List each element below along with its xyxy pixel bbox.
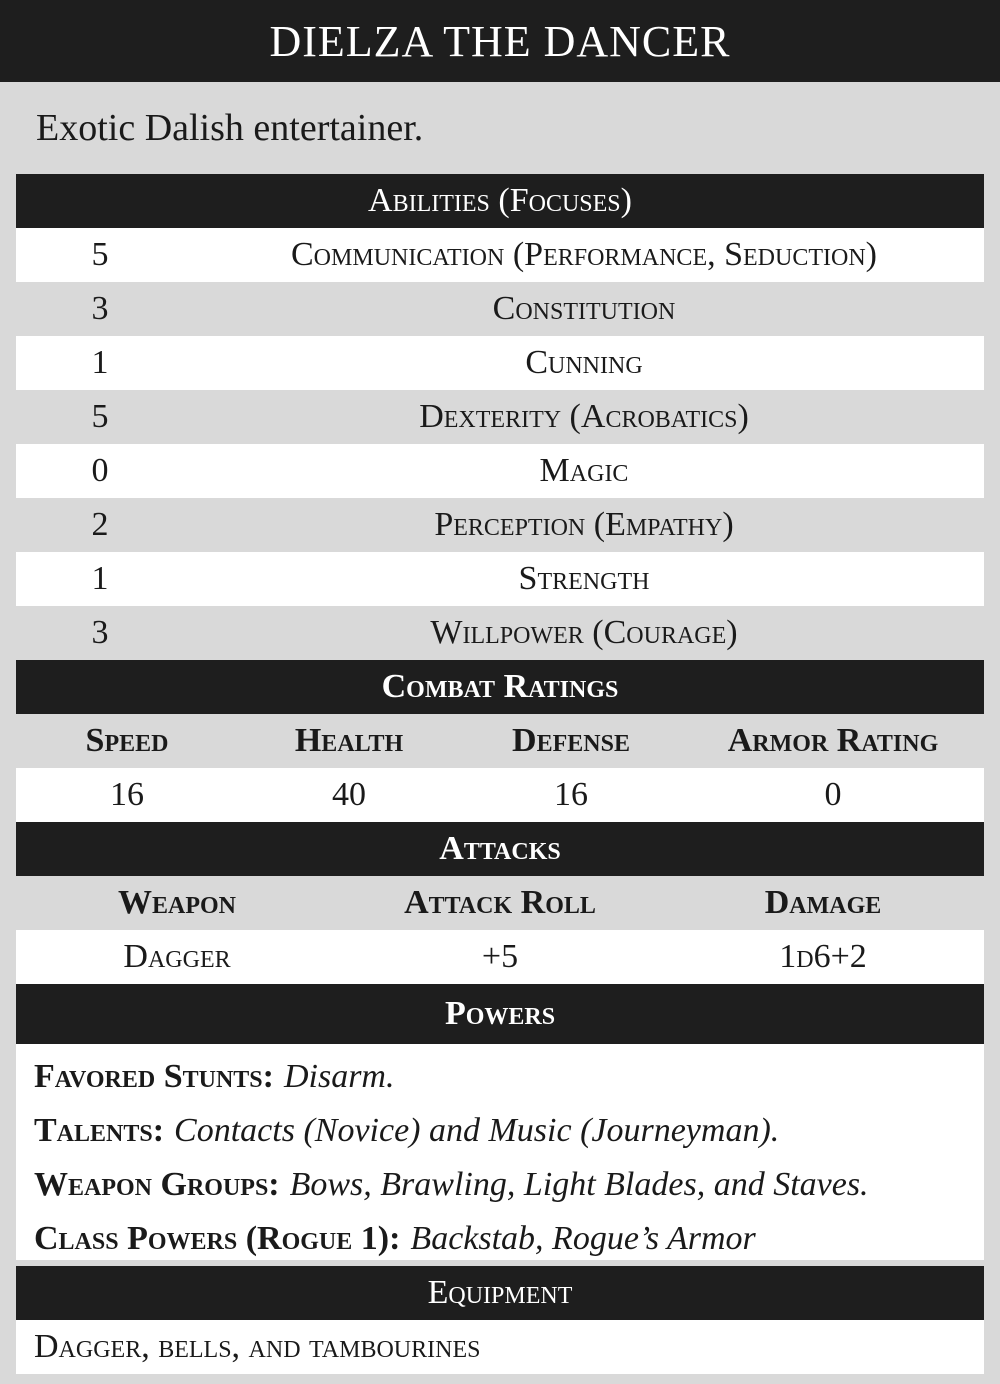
damage-label: Damage bbox=[764, 884, 882, 921]
ability-row bbox=[16, 282, 984, 336]
defense-label: Defense bbox=[512, 722, 630, 759]
ability-score: 1 bbox=[91, 344, 109, 381]
power-text: Contacts (Novice) and Music (Journeyman). bbox=[174, 1112, 780, 1149]
ability-name: Cunning bbox=[525, 344, 643, 381]
abilities-table bbox=[16, 228, 984, 660]
ability-score: 3 bbox=[91, 290, 109, 327]
stat-sheet bbox=[16, 174, 984, 1374]
ability-row bbox=[16, 498, 984, 552]
armor-rating-label: Armor Rating bbox=[727, 722, 939, 759]
ability-row bbox=[16, 336, 984, 390]
combat-ratings-header-label: Combat Ratings bbox=[381, 668, 619, 705]
power-item bbox=[34, 1212, 984, 1266]
power-text: Backstab, Rogue’s Armor bbox=[410, 1220, 756, 1257]
ability-name: Magic bbox=[539, 452, 629, 489]
equipment-header-label: Equipment bbox=[427, 1274, 573, 1311]
character-name: DIELZA THE DANCER bbox=[269, 16, 731, 66]
combat-labels-row bbox=[16, 714, 984, 768]
ability-row bbox=[16, 390, 984, 444]
attack-roll-label: Attack Roll bbox=[404, 884, 596, 921]
attack-row bbox=[16, 930, 984, 984]
combat-ratings-header bbox=[16, 660, 984, 714]
attacks-labels-row bbox=[16, 876, 984, 930]
power-item bbox=[34, 1104, 984, 1158]
ability-score: 0 bbox=[91, 452, 109, 489]
power-item bbox=[34, 1158, 984, 1212]
powers-list bbox=[16, 1044, 984, 1260]
defense-value: 16 bbox=[554, 776, 588, 813]
power-text: Disarm. bbox=[283, 1058, 395, 1095]
power-label: Talents: bbox=[34, 1112, 165, 1149]
ability-row bbox=[16, 606, 984, 660]
ability-name: Constitution bbox=[492, 290, 676, 327]
title-bar bbox=[0, 0, 1000, 82]
attacks-header bbox=[16, 822, 984, 876]
health-label: Health bbox=[294, 722, 404, 759]
equipment-header bbox=[16, 1266, 984, 1320]
combat-values-row bbox=[16, 768, 984, 822]
armor-rating-value: 0 bbox=[824, 776, 842, 813]
ability-score: 2 bbox=[91, 506, 109, 543]
power-label: Favored Stunts: bbox=[34, 1058, 274, 1095]
ability-row bbox=[16, 552, 984, 606]
ability-row bbox=[16, 444, 984, 498]
ability-name: Willpower (Courage) bbox=[430, 614, 738, 651]
ability-name: Communication (Performance, Seduction) bbox=[291, 236, 877, 273]
speed-label: Speed bbox=[85, 722, 169, 759]
power-label: Class Powers (Rogue 1): bbox=[34, 1220, 401, 1257]
power-item bbox=[34, 1050, 984, 1104]
ability-score: 5 bbox=[91, 398, 109, 435]
ability-name: Dexterity (Acrobatics) bbox=[419, 398, 749, 435]
abilities-header-label: Abilities (Focuses) bbox=[368, 182, 632, 219]
power-text: Bows, Brawling, Light Blades, and Staves. bbox=[289, 1166, 869, 1203]
weapon-label: Weapon bbox=[118, 884, 236, 921]
ability-score: 3 bbox=[91, 614, 109, 651]
health-value: 40 bbox=[332, 776, 366, 813]
speed-value: 16 bbox=[110, 776, 144, 813]
ability-score: 1 bbox=[91, 560, 109, 597]
powers-header-label: Powers bbox=[444, 995, 556, 1032]
power-label: Weapon Groups: bbox=[34, 1166, 280, 1203]
powers-header bbox=[16, 984, 984, 1044]
ability-name: Strength bbox=[518, 560, 650, 597]
ability-name: Perception (Empathy) bbox=[434, 506, 734, 543]
weapon-value: Dagger bbox=[123, 938, 231, 975]
abilities-header bbox=[16, 174, 984, 228]
attacks-header-label: Attacks bbox=[439, 830, 561, 867]
ability-score: 5 bbox=[91, 236, 109, 273]
equipment-text: Dagger, bells, and tambourines bbox=[34, 1328, 481, 1365]
attack-roll-value: +5 bbox=[481, 938, 519, 975]
ability-row bbox=[16, 228, 984, 282]
character-description bbox=[0, 82, 1000, 174]
equipment-list bbox=[16, 1320, 984, 1374]
description-text: Exotic Dalish entertainer. bbox=[36, 107, 424, 149]
damage-value: 1d6+2 bbox=[779, 938, 867, 975]
